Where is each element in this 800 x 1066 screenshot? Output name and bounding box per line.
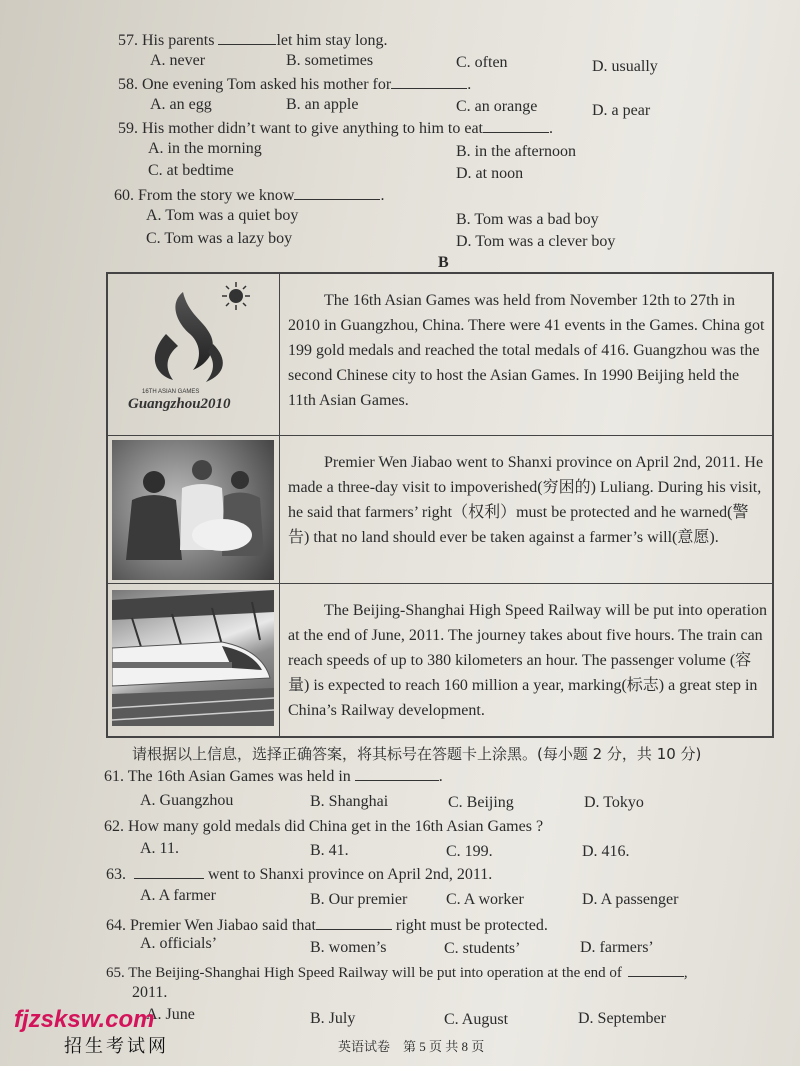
option-61a: A. Guangzhou [140, 792, 234, 809]
question-59: 59. His mother didn’t want to give anything to him to eat . [118, 120, 553, 137]
option-61b: B. Shanghai [310, 793, 389, 810]
option-59a: A. in the morning [148, 140, 262, 157]
option-64a: A. officials’ [140, 935, 218, 952]
option-62a: A. 11. [140, 840, 179, 857]
answer-blank [483, 118, 549, 133]
table-row [108, 584, 772, 736]
option-57c: C. often [456, 54, 508, 71]
question-63: 63. went to Shanxi province on April 2nd, 2011. [106, 866, 493, 883]
option-64b: B. women’s [310, 939, 387, 956]
asian-games-logo [108, 274, 278, 432]
passage-1: The 16th Asian Games was held from November 12th to 27th in 2010 in Guangzhou, China. There were 41 events in the Games. China got 199 gold medals and reached the total medals of 416. Guangzhou was the second Chinese city to host the Asian Games. In 1990 Beijing held the 11th Asian Games. [288, 292, 765, 409]
instruction: 请根据以上信息，选择正确答案，将其标号在答题卡上涂黑。(每小题 2 分，共 10 分) [132, 745, 702, 763]
option-63d: D. A passenger [582, 891, 679, 908]
option-65a: A. June [146, 1006, 195, 1023]
question-62: 62. How many gold medals did China get in the 16th Asian Games ? [104, 818, 544, 835]
premier-visit-photo [112, 440, 274, 580]
question-60: 60. From the story we know . [114, 187, 385, 204]
option-57d: D. usually [592, 58, 658, 75]
answer-blank [391, 74, 467, 89]
option-58c: C. an orange [456, 98, 538, 115]
answer-blank [628, 962, 684, 977]
option-57a: A. never [150, 52, 206, 69]
table-row [108, 274, 772, 436]
logo-wordmark: Guangzhou2010 [128, 396, 231, 412]
site-watermark-subtitle: 招生考试网 [64, 1036, 169, 1057]
logo-caption: 16TH ASIAN GAMES [142, 389, 200, 395]
option-57b: B. sometimes [286, 52, 374, 69]
option-62c: C. 199. [446, 843, 493, 860]
option-61c: C. Beijing [448, 794, 514, 811]
answer-blank [294, 185, 380, 200]
info-table [106, 272, 774, 738]
question-64: 64. Premier Wen Jiabao said that right must be protected. [106, 917, 548, 934]
question-65-continued: 2011. [132, 984, 168, 1001]
option-59d: D. at noon [456, 165, 524, 182]
train-photo [112, 590, 274, 726]
passage-2: Premier Wen Jiabao went to Shanxi province on April 2nd, 2011. He made a three-day visit to impoverished(穷困的) Luliang. During his visit, he said that farmers’ right（权利）must be protected and he warned(警告) that no land should ever be taken against a farmer’s will(意愿). [288, 454, 764, 546]
table-row [108, 436, 772, 584]
passage-3: The Beijing-Shanghai High Speed Railway will be put into operation at the end of June, 2011. The journey takes about five hours. The train can reach speeds of up to 380 kilometers an hour. The passenger volume (容量) is expected to reach 160 million a year, marking(标志) a great step in China’s Railway development. [288, 602, 768, 719]
question-58: 58. One evening Tom asked his mother for . [118, 76, 472, 93]
answer-blank [355, 766, 439, 781]
image-cell [108, 436, 280, 583]
option-63a: A. A farmer [140, 887, 216, 904]
option-62d: D. 416. [582, 843, 630, 860]
answer-blank [316, 915, 392, 930]
option-63b: B. Our premier [310, 891, 408, 908]
option-59b: B. in the afternoon [456, 143, 576, 160]
answer-blank [134, 864, 204, 879]
section-heading: B [438, 254, 449, 271]
option-60b: B. Tom was a bad boy [456, 211, 599, 228]
option-65b: B. July [310, 1010, 356, 1027]
image-cell [108, 274, 280, 435]
image-cell [108, 584, 280, 736]
option-60c: C. Tom was a lazy boy [146, 230, 293, 247]
site-watermark: fjzsksw.com [14, 1006, 155, 1033]
question-61: 61. The 16th Asian Games was held in . [104, 768, 443, 785]
people-illustration [112, 440, 274, 580]
option-60a: A. Tom was a quiet boy [146, 207, 299, 224]
option-65c: C. August [444, 1011, 509, 1028]
option-64d: D. farmers’ [580, 939, 654, 956]
high-speed-train-illustration [112, 590, 274, 726]
option-61d: D. Tokyo [584, 794, 644, 811]
option-58a: A. an egg [150, 96, 212, 113]
option-65d: D. September [578, 1010, 666, 1027]
option-59c: C. at bedtime [148, 162, 234, 179]
option-58b: B. an apple [286, 96, 359, 113]
question-57: 57. His parents let him stay long. [118, 32, 388, 49]
question-65: 65. The Beijing-Shanghai High Speed Railway will be put into operation at the end of , [106, 962, 688, 982]
option-64c: C. students’ [444, 940, 521, 957]
answer-blank [218, 30, 276, 45]
option-62b: B. 41. [310, 842, 349, 859]
option-63c: C. A worker [446, 891, 524, 908]
option-58d: D. a pear [592, 102, 651, 119]
page-footer: 英语试卷 第 5 页 共 8 页 [338, 1039, 485, 1054]
option-60d: D. Tom was a clever boy [456, 233, 616, 250]
